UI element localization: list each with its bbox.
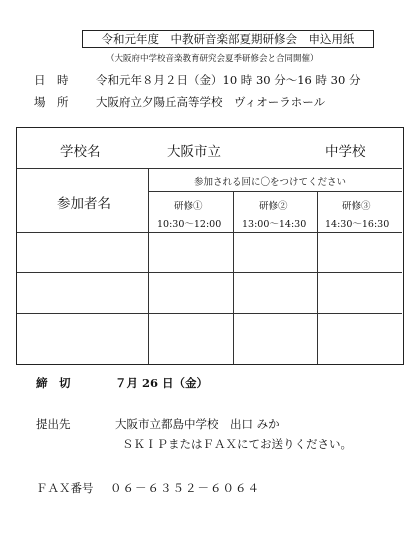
submission-address: 大阪市立都島中学校 出口 みか — [115, 417, 280, 431]
fax-number: ０６－６３５２－６０６４ — [110, 481, 260, 495]
participant-name-field-2[interactable] — [18, 273, 147, 312]
form-title: 令和元年度 中教研音楽部夏期研修会 申込用紙 — [82, 30, 374, 48]
submission-method: ＳＫＩＰまたはＦＡＸにてお送りください。 — [122, 437, 352, 451]
date-value: 令和元年８月２日（金）10 時 30 分～16 時 30 分 — [96, 73, 361, 87]
deadline-label: 締 切 — [36, 376, 71, 390]
form-subtitle: （大阪府中学校音楽教育研究会夏季研修会と合同開催） — [106, 54, 319, 64]
session-1-name: 研修① — [174, 201, 203, 212]
deadline-value: ７月 26 日（金） — [115, 376, 209, 390]
row-divider — [148, 191, 402, 192]
place-label: 場 所 — [34, 95, 69, 109]
school-label: 学校名 — [60, 144, 101, 160]
session-1-time: 10:30～12:00 — [157, 219, 222, 230]
participant-label: 参加者名 — [57, 196, 111, 212]
column-divider — [317, 191, 318, 364]
session-2-time: 13:00～14:30 — [242, 219, 307, 230]
participant-name-field-3[interactable] — [18, 314, 147, 362]
session-2-name: 研修② — [259, 201, 288, 212]
school-suffix: 中学校 — [325, 144, 366, 160]
school-prefix: 大阪市立 — [167, 144, 221, 160]
submission-label: 提出先 — [36, 417, 71, 431]
date-label: 日 時 — [34, 73, 69, 87]
session-3-time: 14:30～16:30 — [325, 219, 390, 230]
application-form-table — [16, 127, 404, 365]
column-divider — [233, 191, 234, 364]
session-instruction: 参加される回に〇をつけてください — [194, 177, 347, 188]
column-divider — [148, 168, 149, 364]
participant-name-field-1[interactable] — [18, 233, 147, 271]
fax-label: ＦＡＸ番号 — [36, 481, 94, 495]
place-value: 大阪府立夕陽丘高等学校 ヴィオーラホール — [96, 95, 326, 109]
session-3-name: 研修③ — [342, 201, 371, 212]
row-divider — [17, 168, 402, 169]
